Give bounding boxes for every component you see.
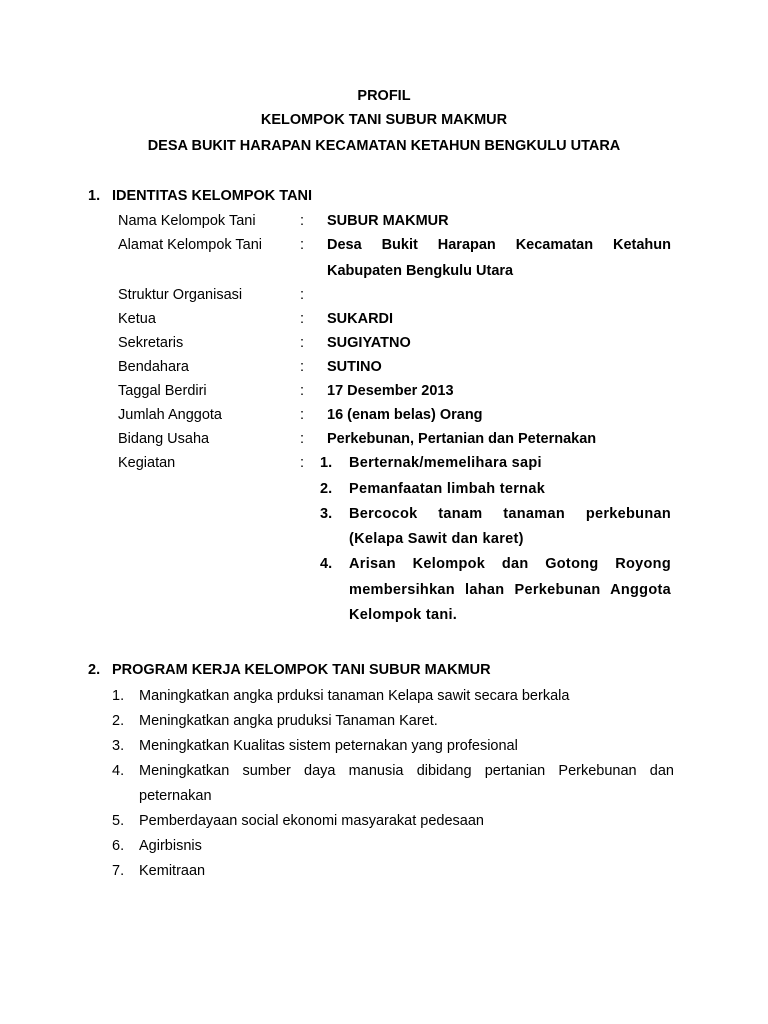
list-number: 2.	[320, 481, 333, 497]
list-text: Meningkatkan Kualitas sistem peternakan yang profesional	[139, 738, 518, 754]
field-colon: :	[300, 455, 305, 471]
doc-subtitle-group: KELOMPOK TANI SUBUR MAKMUR	[260, 112, 508, 128]
list-number: 1.	[320, 455, 333, 471]
list-number: 3.	[112, 738, 125, 754]
section1-title: IDENTITAS KELOMPOK TANI	[112, 188, 313, 204]
field-label: Alamat Kelompok Tani	[118, 237, 263, 253]
field-colon: :	[300, 407, 305, 423]
field-colon: :	[300, 335, 305, 351]
doc-title: PROFIL	[357, 88, 411, 104]
field-colon: :	[300, 213, 305, 229]
field-label: Jumlah Anggota	[118, 407, 222, 423]
list-text: Pemberdayaan social ekonomi masyarakat pedesaan	[139, 813, 484, 829]
field-label: Sekretaris	[118, 335, 184, 351]
section1-number: 1.	[88, 188, 101, 204]
field-value: SUKARDI	[327, 311, 394, 327]
list-text: Arisan Kelompok dan Gotong Royong	[349, 556, 671, 572]
list-text-cont: (Kelapa Sawit dan karet)	[349, 531, 524, 547]
list-number: 1.	[112, 688, 125, 704]
field-label: Taggal Berdiri	[118, 383, 207, 399]
list-number: 5.	[112, 813, 125, 829]
field-colon: :	[300, 383, 305, 399]
list-text: Meningkatkan sumber daya manusia dibidang pertanian Perkebunan dan	[139, 763, 674, 779]
list-text: Maningkatkan angka prduksi tanaman Kelapa sawit secara berkala	[139, 688, 570, 704]
list-text: Pemanfaatan limbah ternak	[349, 481, 546, 497]
field-label: Struktur Organisasi	[118, 287, 243, 303]
list-number: 7.	[112, 863, 125, 879]
section2-title: PROGRAM KERJA KELOMPOK TANI SUBUR MAKMUR	[112, 662, 491, 678]
field-label: Bidang Usaha	[118, 431, 210, 447]
field-value: Desa Bukit Harapan Kecamatan Ketahun	[327, 237, 671, 253]
field-colon: :	[300, 237, 305, 253]
field-label: Nama Kelompok Tani	[118, 213, 256, 229]
field-value: Perkebunan, Pertanian dan Peternakan	[327, 431, 597, 447]
list-text: Bercocok tanam tanaman perkebunan	[349, 506, 671, 522]
field-label: Ketua	[118, 311, 156, 327]
list-number: 3.	[320, 506, 333, 522]
list-text: Agirbisnis	[139, 838, 202, 854]
field-colon: :	[300, 431, 305, 447]
list-number: 4.	[112, 763, 125, 779]
list-text-cont: membersihkan lahan Perkebunan Anggota	[349, 582, 671, 598]
field-value: SUTINO	[327, 359, 382, 375]
field-value: 16 (enam belas) Orang	[327, 407, 483, 423]
field-value: 17 Desember 2013	[327, 383, 454, 399]
list-text: Meningkatkan angka pruduksi Tanaman Karet.	[139, 713, 438, 729]
field-colon: :	[300, 287, 305, 303]
list-text-cont: Kelompok tani.	[349, 607, 458, 623]
doc-subtitle-location: DESA BUKIT HARAPAN KECAMATAN KETAHUN BENGKULU UTARA	[147, 138, 621, 154]
list-number: 2.	[112, 713, 125, 729]
field-colon: :	[300, 311, 305, 327]
list-text-cont: peternakan	[139, 788, 212, 804]
list-text: Kemitraan	[139, 863, 206, 879]
field-value: SUBUR MAKMUR	[327, 213, 449, 229]
field-label: Kegiatan	[118, 455, 176, 471]
field-value: SUGIYATNO	[327, 335, 411, 351]
list-number: 6.	[112, 838, 125, 854]
field-colon: :	[300, 359, 305, 375]
list-number: 4.	[320, 556, 333, 572]
list-text: Berternak/memelihara sapi	[349, 455, 542, 471]
field-label: Bendahara	[118, 359, 189, 375]
section2-number: 2.	[88, 662, 101, 678]
field-value-cont: Kabupaten Bengkulu Utara	[327, 263, 514, 279]
